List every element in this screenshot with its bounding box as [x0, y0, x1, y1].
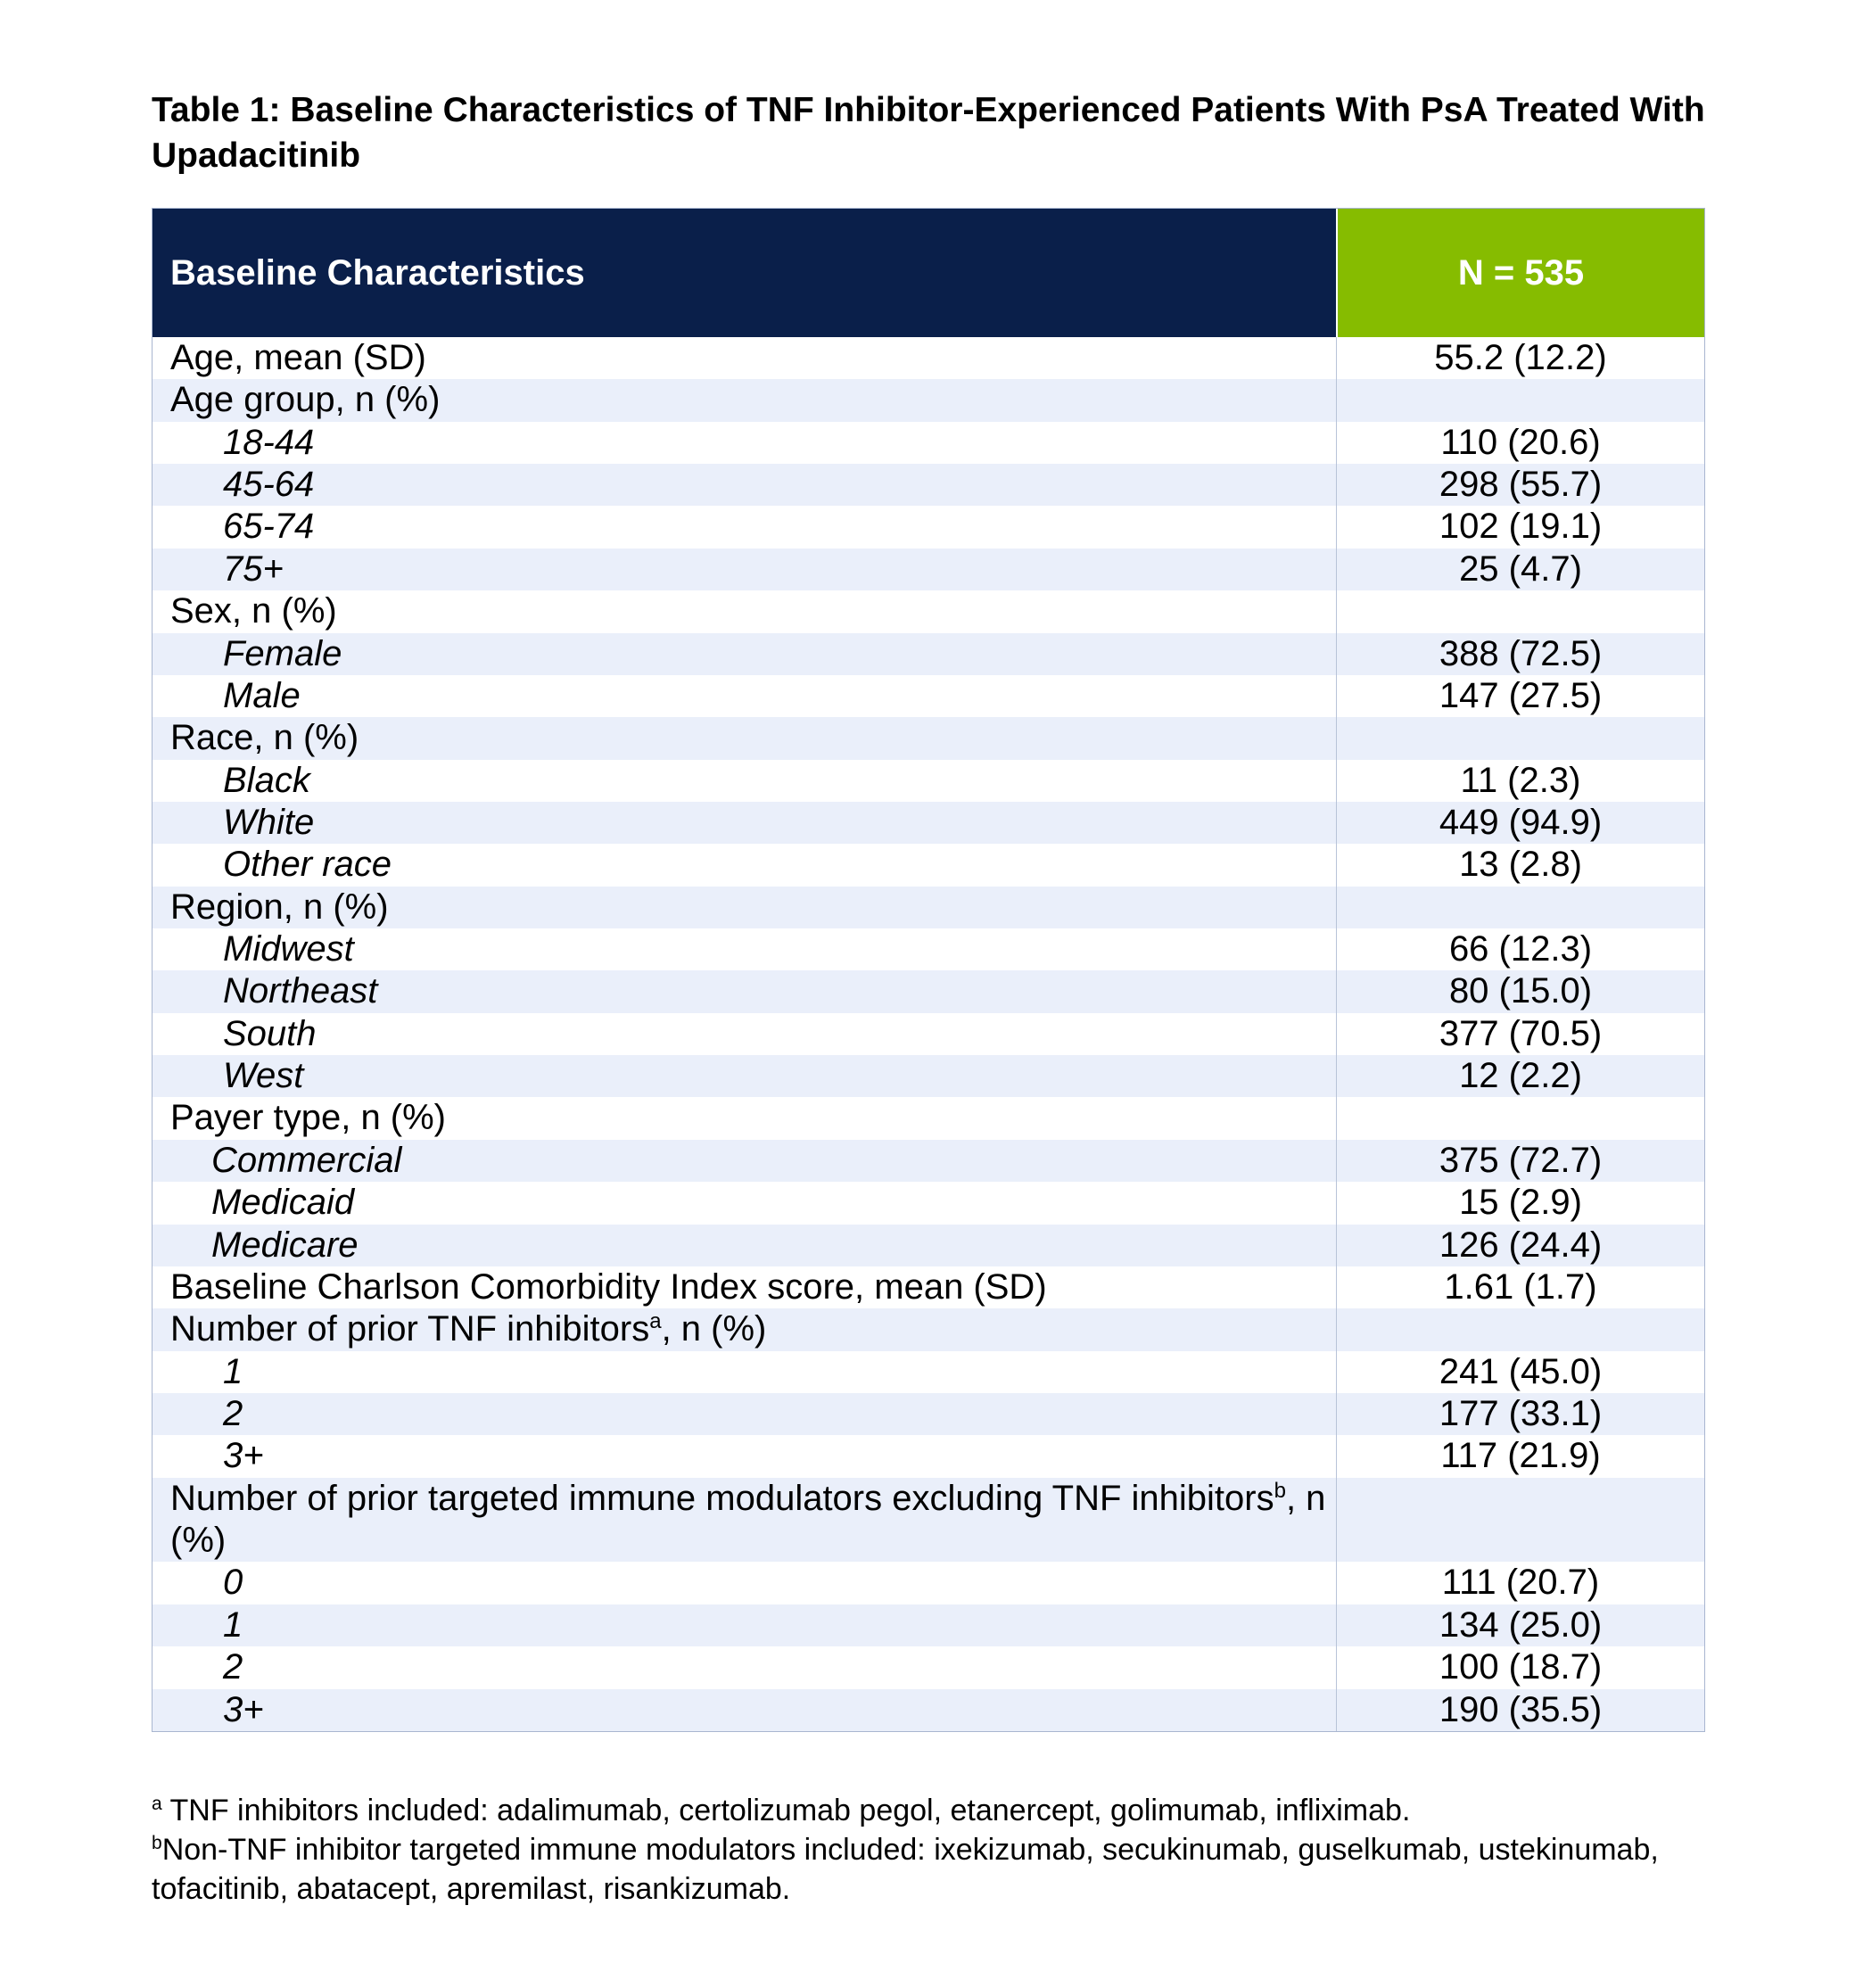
- row-label-text: Male: [223, 675, 301, 715]
- row-label: [153, 633, 1336, 675]
- row-label-text: Midwest: [223, 929, 354, 969]
- row-label: [153, 506, 1336, 548]
- table-row: [153, 760, 1704, 802]
- row-label-text: 45-64: [223, 465, 315, 505]
- table-row: [153, 1225, 1704, 1266]
- row-label: [153, 1478, 1336, 1563]
- table-row: [153, 970, 1704, 1012]
- row-value: 13 (2.8): [1336, 844, 1704, 886]
- table-row: [153, 422, 1704, 464]
- row-value: [1336, 1478, 1704, 1563]
- row-label: [153, 887, 1336, 928]
- table-row: [153, 379, 1704, 421]
- table-row: [153, 1055, 1704, 1097]
- row-label: [153, 1308, 1336, 1350]
- table-row: [153, 717, 1704, 759]
- row-label-text: White: [223, 802, 315, 842]
- table-title: Table 1: Baseline Characteristics of TNF Inhibitor-Experienced Patients With PsA Treated With Upadacitinib: [152, 91, 1705, 175]
- row-label: [153, 337, 1336, 379]
- row-label-text: Commercial: [211, 1140, 402, 1180]
- row-label: [153, 1435, 1336, 1477]
- row-value: 375 (72.7): [1336, 1140, 1704, 1182]
- footnote-b: [152, 1830, 1757, 1909]
- row-value: [1336, 1097, 1704, 1139]
- row-label-text: Other race: [223, 845, 392, 885]
- table-row: [153, 549, 1704, 590]
- row-value: 134 (25.0): [1336, 1604, 1704, 1646]
- row-value: 66 (12.3): [1336, 928, 1704, 970]
- table-row: [153, 1351, 1704, 1393]
- row-value: 241 (45.0): [1336, 1351, 1704, 1393]
- row-value: 25 (4.7): [1336, 549, 1704, 590]
- footnote-mark: a: [152, 1794, 162, 1814]
- row-label-text: 2: [223, 1393, 243, 1433]
- row-label-text: Medicare: [211, 1225, 359, 1265]
- header-baseline-characteristics: Baseline Characteristics: [153, 209, 1336, 337]
- row-label-text: Sex, n (%): [170, 591, 337, 631]
- table-row: [153, 887, 1704, 928]
- table-row: [153, 1013, 1704, 1055]
- row-value: 190 (35.5): [1336, 1689, 1704, 1731]
- row-label-text: Number of prior TNF inhibitors: [170, 1309, 650, 1349]
- row-value: 1.61 (1.7): [1336, 1266, 1704, 1308]
- row-label: [153, 1013, 1336, 1055]
- row-label-text: 1: [223, 1604, 243, 1645]
- row-label: [153, 1140, 1336, 1182]
- row-label-text: Baseline Charlson Comorbidity Index score, mean (SD): [170, 1266, 1047, 1307]
- row-value: [1336, 887, 1704, 928]
- table-row: [153, 1266, 1704, 1308]
- row-label-text: Age, mean (SD): [170, 338, 426, 377]
- row-value: 388 (72.5): [1336, 633, 1704, 675]
- row-value: 177 (33.1): [1336, 1393, 1704, 1435]
- row-label-text: Black: [223, 760, 310, 800]
- row-label-text: South: [223, 1013, 317, 1053]
- row-label: [153, 1055, 1336, 1097]
- row-label-text: 65-74: [223, 507, 315, 547]
- row-value: [1336, 717, 1704, 759]
- row-value: 55.2 (12.2): [1336, 337, 1704, 379]
- row-value: 298 (55.7): [1336, 464, 1704, 506]
- footnote-text: TNF inhibitors included: adalimumab, certolizumab pegol, etanercept, golimumab, infliximab.: [161, 1794, 1411, 1827]
- row-label-text: Age group, n (%): [170, 380, 441, 420]
- row-value: 102 (19.1): [1336, 506, 1704, 548]
- row-value: 110 (20.6): [1336, 422, 1704, 464]
- row-label-text: 75+: [223, 549, 284, 589]
- table-body: [153, 337, 1704, 1731]
- row-label: [153, 1393, 1336, 1435]
- row-label: [153, 970, 1336, 1012]
- row-label: [153, 549, 1336, 590]
- row-label: [153, 675, 1336, 717]
- row-label-text: Race, n (%): [170, 718, 359, 758]
- table-row: [153, 1308, 1704, 1350]
- row-value: 449 (94.9): [1336, 802, 1704, 844]
- row-value: 15 (2.9): [1336, 1182, 1704, 1224]
- baseline-characteristics-table: [152, 208, 1705, 1732]
- footnotes: [152, 1791, 1757, 1909]
- table-row: [153, 506, 1704, 548]
- footnote-text: Non-TNF inhibitor targeted immune modulators included: ixekizumab, secukinumab, guselkumab, ustekinumab, tofacitinib, abatacept, apremilast, risankizumab.: [152, 1833, 1659, 1906]
- table-row: [153, 1097, 1704, 1139]
- row-value: 117 (21.9): [1336, 1435, 1704, 1477]
- table-row: [153, 1604, 1704, 1646]
- table-row: [153, 1646, 1704, 1688]
- row-label-text: Female: [223, 633, 342, 673]
- row-label-text: Northeast: [223, 971, 378, 1011]
- row-label: [153, 1351, 1336, 1393]
- row-label: [153, 379, 1336, 421]
- row-label: [153, 844, 1336, 886]
- header-n-total: N = 535: [1336, 209, 1704, 337]
- row-value: 100 (18.7): [1336, 1646, 1704, 1688]
- row-value: 377 (70.5): [1336, 1013, 1704, 1055]
- table-row: [153, 464, 1704, 506]
- table-header-row: [153, 209, 1704, 337]
- row-value: 80 (15.0): [1336, 970, 1704, 1012]
- table-row: [153, 675, 1704, 717]
- row-label-text: 18-44: [223, 422, 315, 462]
- row-value: [1336, 1308, 1704, 1350]
- footnote-marker: a: [649, 1309, 662, 1334]
- row-label: [153, 802, 1336, 844]
- row-label-text: West: [223, 1056, 304, 1096]
- row-value: 147 (27.5): [1336, 675, 1704, 717]
- table-row: [153, 1478, 1704, 1563]
- table-row: [153, 1435, 1704, 1477]
- table-row: [153, 844, 1704, 886]
- row-label: [153, 422, 1336, 464]
- table-row: [153, 590, 1704, 632]
- row-label: [153, 1097, 1336, 1139]
- row-label: [153, 1604, 1336, 1646]
- row-label-text: 3+: [223, 1689, 264, 1729]
- footnote-mark: b: [152, 1833, 162, 1853]
- row-label: [153, 760, 1336, 802]
- row-label-text: 1: [223, 1351, 243, 1391]
- table-row: [153, 1562, 1704, 1604]
- row-label-text: Region, n (%): [170, 887, 389, 927]
- row-value: 11 (2.3): [1336, 760, 1704, 802]
- table-row: [153, 1140, 1704, 1182]
- footnote-marker: b: [1274, 1478, 1286, 1503]
- row-label-text: Payer type, n (%): [170, 1098, 447, 1138]
- row-label: [153, 1646, 1336, 1688]
- row-label: [153, 1689, 1336, 1731]
- row-label-text: Number of prior targeted immune modulators excluding TNF inhibitors: [170, 1478, 1274, 1518]
- table-row: [153, 928, 1704, 970]
- row-label-suffix: , n (%): [170, 1478, 1326, 1561]
- row-label-text: 3+: [223, 1436, 264, 1476]
- row-label: [153, 1266, 1336, 1308]
- row-label-text: Medicaid: [211, 1183, 355, 1223]
- table-row: [153, 1689, 1704, 1731]
- table-row: [153, 1182, 1704, 1224]
- table-row: [153, 633, 1704, 675]
- row-label: [153, 590, 1336, 632]
- row-value: 111 (20.7): [1336, 1562, 1704, 1604]
- row-label: [153, 1562, 1336, 1604]
- row-value: 12 (2.2): [1336, 1055, 1704, 1097]
- table-row: [153, 802, 1704, 844]
- row-value: 126 (24.4): [1336, 1225, 1704, 1266]
- row-label: [153, 1225, 1336, 1266]
- row-label-suffix: , n (%): [661, 1309, 767, 1349]
- row-label: [153, 717, 1336, 759]
- table-row: [153, 337, 1704, 379]
- table-row: [153, 1393, 1704, 1435]
- footnote-a: [152, 1791, 1757, 1830]
- row-value: [1336, 379, 1704, 421]
- row-label: [153, 928, 1336, 970]
- row-label-text: 0: [223, 1563, 243, 1603]
- row-label-text: 2: [223, 1647, 243, 1687]
- row-label: [153, 1182, 1336, 1224]
- row-label: [153, 464, 1336, 506]
- row-value: [1336, 590, 1704, 632]
